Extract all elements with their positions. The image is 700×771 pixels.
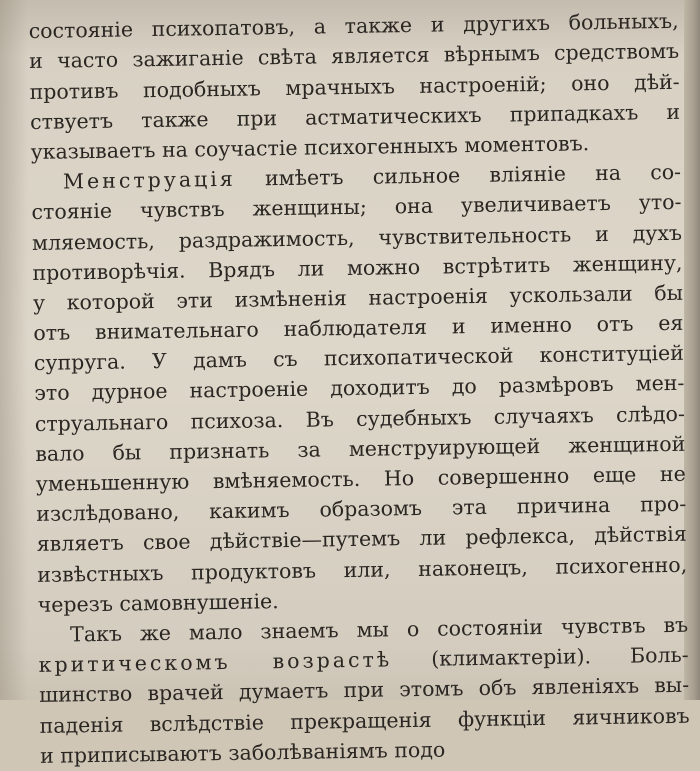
book-text-block bbox=[28, 0, 690, 771]
text-line: отъ внимательнаго наблюдателя и именно отъ ея bbox=[33, 310, 684, 346]
text-line: ствуетъ также при астматическихъ припадкахъ и bbox=[29, 99, 681, 134]
text-line: извѣстныхъ продуктовъ или, наконецъ, психогенно, bbox=[37, 552, 688, 587]
text-line: указываетъ на соучастіе психогенныхъ моментовъ. bbox=[30, 131, 590, 164]
text-line: и часто зажиганіе свѣта является вѣрнымъ средствомъ bbox=[28, 39, 680, 74]
text-line: являетъ свое дѣйствіе—путемъ ли рефлекса, дѣйствія bbox=[36, 522, 687, 557]
text-line: уменьшенную вмѣняемость. Но совершенно еще не bbox=[35, 461, 686, 496]
text-line: и приписываютъ заболѣваніямъ подо bbox=[39, 737, 446, 768]
text-line: паденія вслѣдствіе прекращенія функціи яичниковъ bbox=[39, 703, 690, 738]
text-line: стояніе чувствъ женщины; она увеличиваетъ уто- bbox=[31, 190, 682, 225]
text-line: состояніе психопатовъ, а также и другихъ больныхъ, bbox=[28, 8, 679, 44]
text-line: Такъ же мало знаемъ мы о состояніи чувствъ въ bbox=[70, 612, 689, 647]
text-line: шинство врачей думаетъ при этомъ объ явленіяхъ вы- bbox=[38, 673, 690, 708]
emphasized-text: критическомъ возрастѣ bbox=[38, 647, 393, 678]
text-line: у которой эти измѣненія настроенія ускользали бы bbox=[32, 280, 684, 315]
text-line: противъ подобныхъ мрачныхъ настроеній; оно дѣй- bbox=[29, 69, 680, 104]
text-line: противорѣчія. Врядъ ли можно встрѣтить женщину, bbox=[32, 250, 683, 285]
text-line: критическомъ возрастѣ (климактеріи). Боль- bbox=[38, 642, 689, 678]
text-line: вало бы признать за менструирующей женщиной bbox=[35, 431, 686, 466]
text-line: струальнаго психоза. Въ судебныхъ случаяхъ слѣдо- bbox=[34, 401, 685, 436]
text-line: это дурное настроеніе доходитъ до размѣровъ мен- bbox=[34, 371, 685, 406]
text-line: мляемость, раздражимость, чувствительность и духъ bbox=[31, 220, 683, 255]
text-line: черезъ самовнушеніе. bbox=[37, 588, 279, 617]
emphasized-text: Менструація bbox=[62, 166, 236, 194]
page-shadow bbox=[0, 0, 28, 700]
text-line: супруга. У дамъ съ психопатической конституціей bbox=[33, 340, 685, 376]
text-line: Менструація имѣетъ сильное вліяніе на со- bbox=[62, 159, 682, 194]
text-line: изслѣдовано, какимъ образомъ эта причина про- bbox=[36, 491, 687, 527]
